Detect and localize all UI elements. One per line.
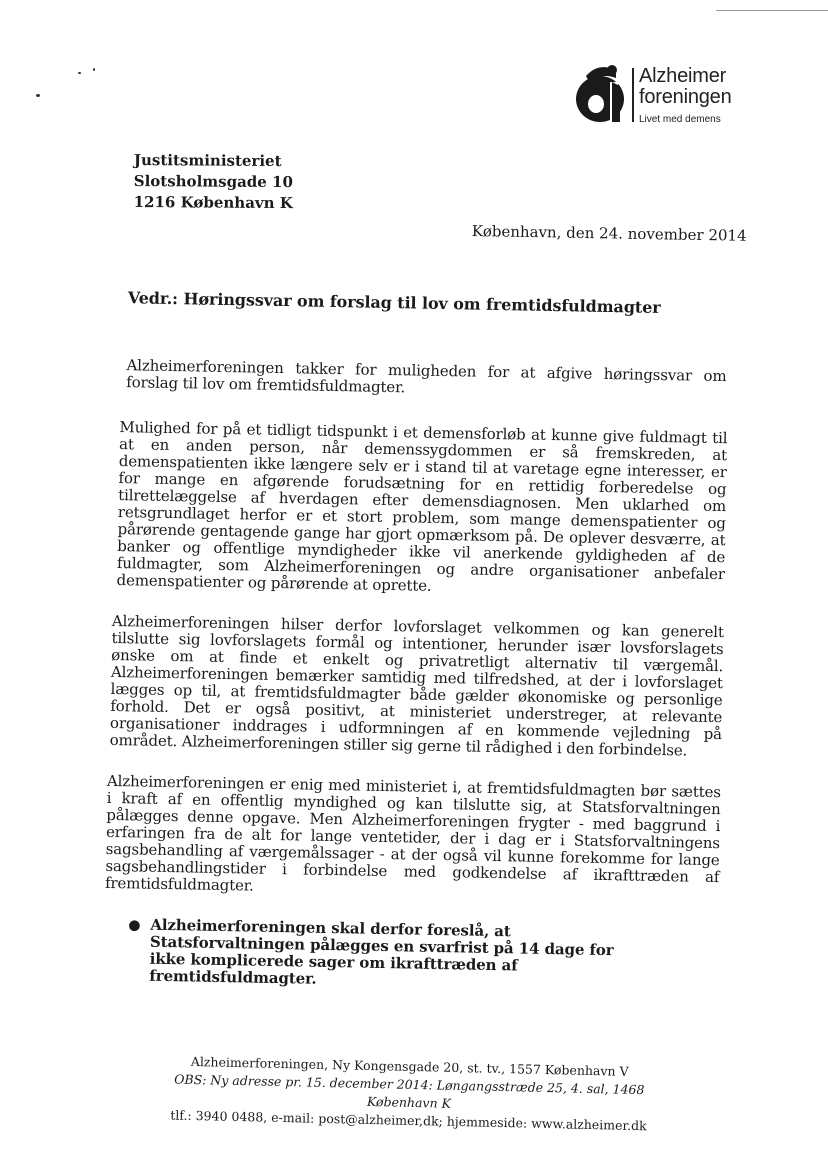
alzheimer-a-logo-icon	[572, 64, 628, 124]
scan-speck	[36, 94, 40, 97]
recipient-name: Justitsministeriet	[133, 150, 282, 171]
recipient-address	[134, 150, 294, 214]
scan-edge-line	[716, 10, 828, 11]
logo-name-line2: foreningen	[639, 86, 732, 108]
recommendation-list	[105, 916, 718, 995]
scan-speck	[78, 72, 81, 74]
body-paragraph: Alzheimerforeningen takker for muligheden for at afgive høringssvar om forslag til lov om fremtidsfuldmagter.	[126, 356, 727, 397]
alzheimer-logo	[572, 64, 742, 130]
body-paragraph: Alzheimerforeningen er enig med ministeriet i, at fremtidsfuldmagten bør sættes i kraft af en offentlig myndighed og kan tilslutte sig, at Statsforvaltningen pålægges denne opgave. Men Alzheimerforeningen frygter - med baggrund i erfaringen fra de alt for lange ventetider, der i dag er i Statsforvaltningens sagsbehandling af værgemålssager - at der også vil kunne forekomme for lange sagsbehandlingstider i forbindelse med godkendelse af ikrafttræden af fremtidsfuldmagter.	[104, 771, 722, 895]
letter-footer	[148, 1052, 669, 1136]
logo-name-line1: Alzheimer	[639, 65, 727, 87]
scan-speck	[93, 68, 95, 71]
body-paragraph: Mulighed for på et tidligt tidspunkt i et demensforløb at kunne give fuldmagt til at en anden person, når demenssygdommen er så fremskreden, at demenspatienten ikke længere selv er i stand til at varetage egne interesser, er for mange en afgørende forudsætning for en rettidig forberedelse og tilrettelæggelse af hverdagen efter demensdiagnosen. Men uklarhed om retsgrundlaget herfor er et stort problem, som mange demenspatienter og pårørende gentagende gange har gjort opmærksom på. De oplever desværre, at banker og offentlige myndigheder ikke vil anerkende gyldigheden af de fuldmagter, som Alzheimerforeningen og andre organisationer anbefaler demenspatienter og pårørende at oprette.	[116, 418, 728, 595]
recipient-street: Slotsholmsgade 10	[133, 171, 294, 192]
bullet-icon: ●	[128, 917, 141, 934]
body-paragraph: Alzheimerforeningen hilser derfor lovforslaget velkommen og kan generelt tilslutte sig lovforslagets formål og intentioner, herunder især lovsforslagets ønske om at finde et enkelt og privatretligt alternativ til værgemål. Alzheimerforeningen bemærker samtidig med tilfredshed, at der i lovforslaget lægges op til, at fremtidsfuldmagter både gælder økonomiske og personlige forhold. Det er også positivt, at ministeriet understreger, at relevante organisationer inddrages i udformningen af en kommende vejledning på området. Alzheimerforeningen stiller sig gerne til rådighed i den forbindelse.	[109, 611, 724, 760]
logo-tagline: Livet med demens	[639, 114, 721, 125]
letter-body	[105, 288, 730, 995]
footer-new-address-notice: OBS: Ny adresse pr. 15. december 2014: Løngangsstræde 25, 4. sal, 1468 København K	[174, 1071, 645, 1111]
recipient-city: 1216 København K	[133, 192, 293, 213]
letter-date: København, den 24. november 2014	[471, 222, 747, 245]
logo-divider	[632, 68, 634, 122]
footer-address: Alzheimerforeningen, Ny Kongensgade 20, st. tv., 1557 København V	[190, 1053, 629, 1079]
letter-subject: Vedr.: Høringssvar om forslag til lov om fremtidsfuldmagter	[127, 288, 661, 317]
logo-wordmark	[639, 66, 732, 126]
footer-contact: tlf.: 3940 0488, e-mail: post@alzheimer,dk; hjemmeside: www.alzheimer.dk	[170, 1107, 647, 1134]
recommendation-item	[125, 916, 650, 994]
recommendation-text: Alzheimerforeningen skal derfor foreslå, at Statsforvaltningen pålægges en svarfrist på 14 dage for ikke komplicerede sager om ikrafttræden af fremtidsfuldmagter.	[149, 915, 614, 988]
